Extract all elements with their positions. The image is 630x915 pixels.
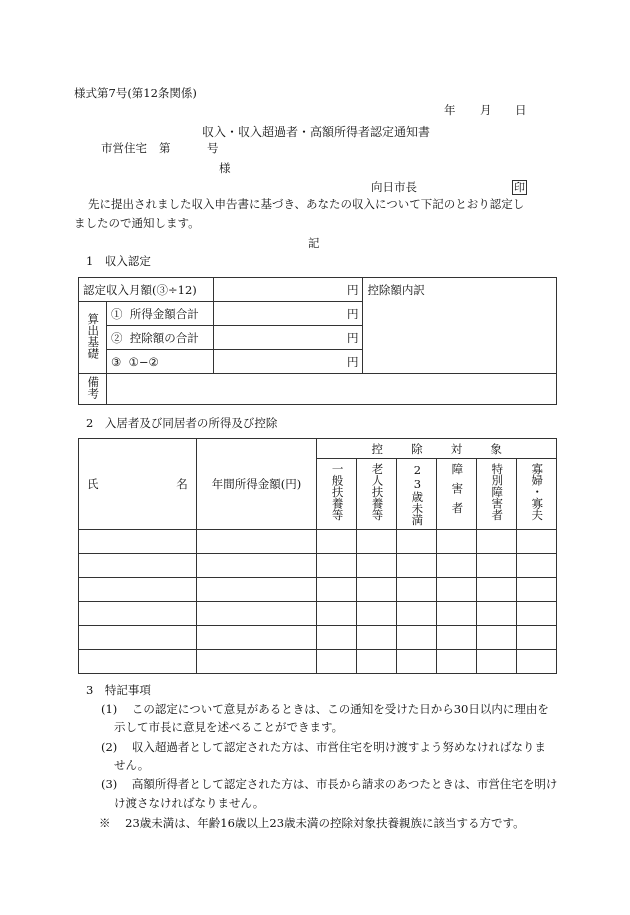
col-widow-label: 寡婦・寡夫 xyxy=(530,463,545,521)
footnote-text: 23歳未満は、年齢16歳以上23歳未満の控除対象扶養親族に該当する方です。 xyxy=(125,816,525,830)
name-header-left: 氏 xyxy=(87,476,99,491)
notice-item-no: (3) xyxy=(101,777,118,791)
intro-line-1: 先に提出されました収入申告書に基づき、あなたの収入について下記のとおり認定し xyxy=(88,197,525,211)
addressee-label: 様 xyxy=(219,161,231,175)
notice-item-1-cont: 示して市長に意見を述べることができます。 xyxy=(114,720,344,734)
notice-item-line1: 収入超過者として認定された方は、市営住宅を明け渡すよう努めなければなりま xyxy=(131,740,546,754)
basis-row xyxy=(106,326,213,350)
col-elderly-dependent-label: 老人扶養等 xyxy=(370,463,385,521)
footnote-mark: ※ xyxy=(99,816,111,830)
intro-line-2: ましたので通知します。 xyxy=(74,216,200,230)
deduction-target-header xyxy=(317,439,557,459)
col-disabled xyxy=(437,459,477,530)
basis-label-cell xyxy=(79,302,107,374)
issuer-label: 向日市長 xyxy=(371,180,417,194)
basis-row-label: 控除額の合計 xyxy=(129,330,199,345)
col-special-disabled-label: 特別障害者 xyxy=(490,463,505,521)
annual-income-header: 年間所得金額(円) xyxy=(196,439,317,530)
col-elderly-dependent xyxy=(357,459,397,530)
col-special-disabled xyxy=(477,459,517,530)
deduction-header-char: 対 xyxy=(450,441,463,456)
table-row xyxy=(79,553,557,577)
date-year-label: 年 xyxy=(444,103,456,117)
section3-heading: 3 特記事項 xyxy=(86,683,151,697)
seal-text: 印 xyxy=(514,181,525,194)
table-row xyxy=(79,625,557,649)
section2-heading: 2 入居者及び同居者の所得及び控除 xyxy=(86,416,278,430)
deduction-header-char: 象 xyxy=(490,441,502,456)
basis-row-no: ② xyxy=(110,330,123,345)
basis-row-yen: 円 xyxy=(213,326,363,350)
basis-row xyxy=(106,350,213,374)
deduction-breakdown-label: 控除額内訳 xyxy=(367,283,425,297)
deduction-header-char: 除 xyxy=(411,441,423,456)
monthly-income-label: 認定収入月額(③÷12) xyxy=(79,278,214,302)
ki-label: 記 xyxy=(308,236,320,250)
basis-label: 算出基礎 xyxy=(86,313,101,359)
basis-row-no: ③ xyxy=(110,354,122,369)
col-under-23-label: 23歳未満 xyxy=(410,463,425,526)
notice-item-no: (1) xyxy=(101,702,118,716)
document-title: 収入・収入超過者・高額所得者認定通知書 xyxy=(202,125,431,139)
basis-row-yen: 円 xyxy=(213,350,363,374)
basis-row-yen: 円 xyxy=(213,302,363,326)
deduction-breakdown-cell xyxy=(363,278,557,374)
notice-item-line1: この認定について意見があるときは、この通知を受けた日から30日以内に理由を xyxy=(131,702,549,716)
remarks-label-cell xyxy=(79,374,107,405)
income-certification-table xyxy=(78,277,557,405)
housing-go-label: 号 xyxy=(207,141,219,155)
table-row xyxy=(79,649,557,673)
housing-dai-label: 第 xyxy=(159,141,171,155)
date-month-label: 月 xyxy=(480,103,492,117)
notice-item-1 xyxy=(101,704,549,716)
basis-row xyxy=(106,302,213,326)
basis-row-label: 所得金額合計 xyxy=(129,306,199,321)
notice-item-line1: 高額所得者として認定された方は、市長から請求のあつたときは、市営住宅を明け xyxy=(131,777,558,791)
col-general-dependent xyxy=(317,459,357,530)
housing-label: 市営住宅 xyxy=(101,141,147,155)
col-general-dependent-label: 一般扶養等 xyxy=(330,463,345,521)
date-day-label: 日 xyxy=(515,103,527,117)
col-under-23 xyxy=(397,459,437,530)
basis-row-label: ①−② xyxy=(128,354,159,369)
remarks-field[interactable] xyxy=(106,374,556,405)
name-header-right: 名 xyxy=(176,476,188,491)
footnote xyxy=(99,818,525,830)
notice-item-no: (2) xyxy=(101,740,118,754)
monthly-income-yen: 円 xyxy=(213,278,363,302)
notice-item-3-cont: け渡さなければなりません。 xyxy=(114,796,265,810)
notice-item-2-cont: せん。 xyxy=(114,758,150,772)
income-deduction-table xyxy=(78,438,557,674)
name-header xyxy=(79,439,197,530)
table-row xyxy=(79,577,557,601)
table-row xyxy=(79,601,557,625)
notice-item-2 xyxy=(101,742,546,754)
remarks-label: 備考 xyxy=(86,376,101,399)
section1-heading: 1 収入認定 xyxy=(86,254,151,268)
col-disabled-label: 障害者 xyxy=(450,463,465,522)
form-number: 様式第7号(第12条関係) xyxy=(74,86,197,100)
seal-mark xyxy=(512,180,527,195)
table-row xyxy=(79,529,557,553)
basis-row-no: ① xyxy=(110,306,123,321)
col-widow xyxy=(516,459,556,530)
notice-item-3 xyxy=(101,779,557,791)
deduction-header-char: 控 xyxy=(371,441,383,456)
